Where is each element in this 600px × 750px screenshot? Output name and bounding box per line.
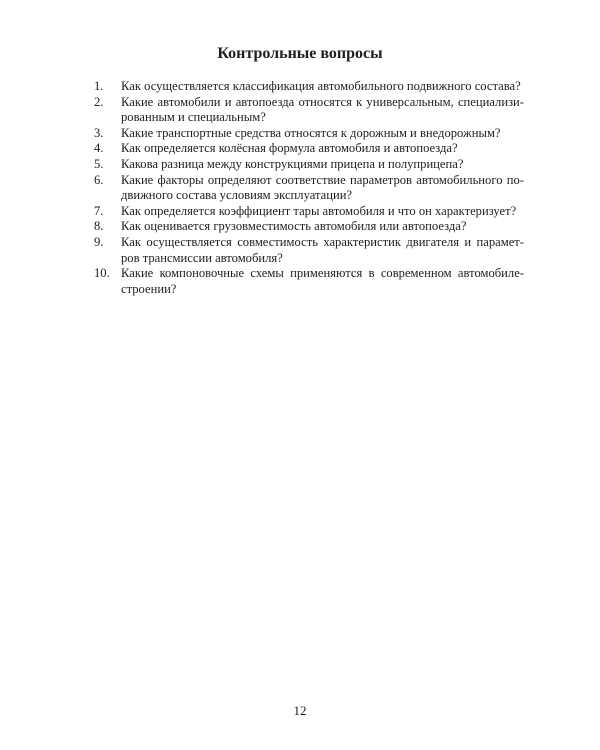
question-item [94, 157, 524, 173]
question-text: Как определяется коэффициент тары автомобиля и что он характеризует? [121, 203, 517, 218]
question-text-continued: ров трансмиссии автомобиля? [121, 250, 283, 265]
question-item [94, 141, 524, 157]
question-number: 9. [94, 234, 104, 249]
question-number: 4. [94, 141, 104, 156]
question-item [94, 204, 524, 220]
page-number: 12 [293, 703, 307, 718]
question-number: 6. [94, 172, 104, 187]
question-text: Как осуществляется классификация автомобильного подвижного состава? [121, 79, 521, 93]
question-text-continued: движного состава условиям эксплуатации? [121, 188, 353, 203]
question-text-continued: рованным и специальным? [121, 110, 266, 125]
question-text: Как определяется колёсная формула автомобиля и автопоезда? [121, 141, 458, 156]
question-text: Какие компоновочные схемы применяются в современном автомобиле- [121, 266, 524, 281]
question-number: 2. [94, 94, 104, 109]
question-text: Какие факторы определяют соответствие параметров автомобильного по- [121, 172, 524, 187]
question-text: Как оценивается грузовместимость автомобиля или автопоезда? [121, 219, 467, 234]
question-item [94, 219, 524, 235]
question-number: 10. [94, 266, 110, 281]
question-item [94, 266, 524, 297]
question-text: Какова разница между конструкциями прицепа и полуприцепа? [121, 156, 464, 171]
question-item [94, 173, 524, 204]
question-number: 8. [94, 219, 104, 234]
question-item [94, 235, 524, 266]
page-title: Контрольные вопросы [217, 45, 383, 62]
question-item [94, 79, 524, 95]
questions-list [94, 79, 524, 297]
question-text: Какие транспортные средства относятся к дорожным и внедорожным? [121, 125, 501, 140]
question-text: Какие автомобили и автопоезда относятся к универсальным, специализи- [121, 94, 524, 109]
question-text: Как осуществляется совместимость характеристик двигателя и парамет- [121, 234, 524, 249]
question-item [94, 126, 524, 142]
question-number: 1. [94, 79, 104, 93]
question-number: 5. [94, 156, 104, 171]
question-number: 7. [94, 203, 104, 218]
question-item [94, 95, 524, 126]
question-number: 3. [94, 125, 104, 140]
question-text-continued: строении? [121, 281, 177, 296]
